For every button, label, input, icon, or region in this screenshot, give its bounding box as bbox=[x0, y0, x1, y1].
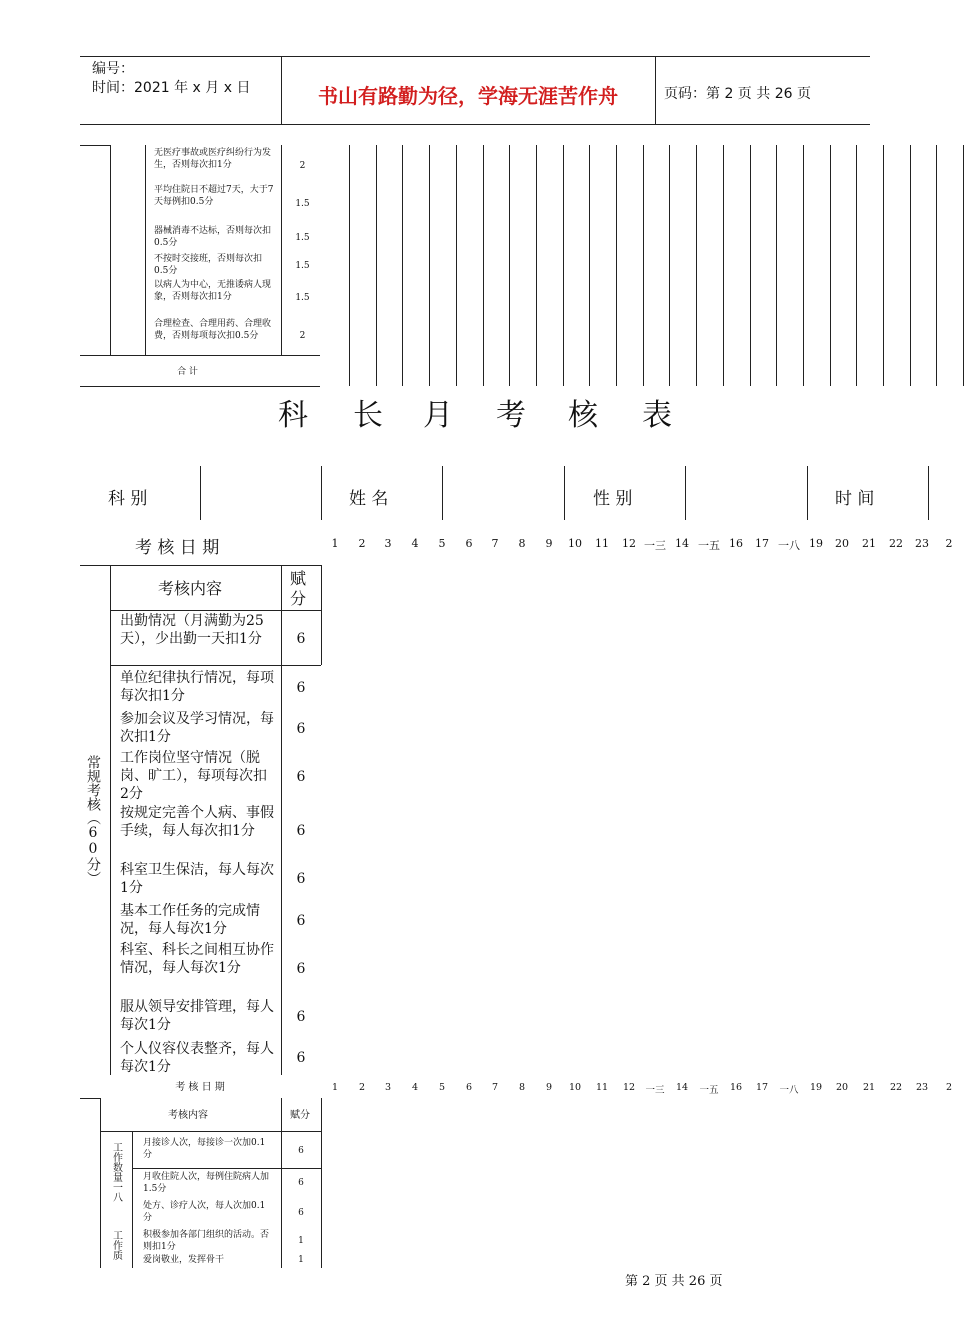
grid-column-line bbox=[803, 145, 804, 386]
date-number: 4 bbox=[411, 1082, 419, 1093]
date-number: 12 bbox=[622, 1082, 636, 1093]
date-number: 8 bbox=[518, 1082, 526, 1093]
bottom-header-score: 赋分 bbox=[290, 1110, 310, 1121]
date-number: 7 bbox=[491, 537, 499, 550]
date-number: 4 bbox=[411, 537, 419, 550]
date-number: 6 bbox=[465, 1082, 473, 1093]
date-number: 9 bbox=[545, 537, 553, 550]
grid-column-line bbox=[402, 145, 403, 386]
top-row-score: 2 bbox=[299, 331, 306, 341]
routine-row-content: 出勤情况（月满勤为25天），少出勤一天扣1分 bbox=[120, 613, 264, 647]
routine-row-score: 6 bbox=[296, 871, 306, 887]
bottom-group2-label: 工作质 bbox=[110, 1230, 122, 1260]
routine-row-content: 基本工作任务的完成情况，每人每次1分 bbox=[120, 903, 260, 937]
title-char: 核 bbox=[568, 398, 598, 433]
grid-column-line bbox=[589, 145, 590, 386]
bottom-row-score: 6 bbox=[298, 1146, 304, 1156]
date-number: 5 bbox=[438, 1082, 446, 1093]
top-row-content: 以病人为中心，无推诿病人现象，否则每次扣1分 bbox=[154, 280, 272, 302]
routine-row-score: 6 bbox=[296, 1050, 306, 1066]
dept-label: 科 别 bbox=[108, 489, 148, 509]
routine-row-content: 服从领导安排管理，每人每次1分 bbox=[120, 999, 274, 1033]
title-char: 长 bbox=[353, 398, 383, 433]
date-number: 16 bbox=[729, 1082, 743, 1093]
date-number: 1 bbox=[331, 1082, 339, 1093]
top-row-score: 2 bbox=[299, 161, 306, 171]
header-page-info: 页码：第 2 页 共 26 页 bbox=[664, 86, 811, 102]
grid-column-line bbox=[349, 145, 350, 386]
date-number: 一八 bbox=[778, 539, 800, 552]
routine-row-score: 6 bbox=[296, 631, 306, 647]
date-number: 一三 bbox=[645, 1085, 665, 1096]
main-title bbox=[270, 390, 690, 433]
date-number: 2 bbox=[358, 1082, 366, 1093]
grid-column-line bbox=[936, 145, 937, 386]
routine-header-score: 赋分 bbox=[290, 569, 307, 608]
grid-column-line bbox=[376, 145, 377, 386]
routine-row-score: 6 bbox=[296, 769, 306, 785]
date-number: 一八 bbox=[779, 1085, 799, 1096]
grid-column-line bbox=[883, 145, 884, 386]
routine-row-score: 6 bbox=[296, 913, 306, 929]
routine-row-score: 6 bbox=[296, 1009, 306, 1025]
document-time: 时间：2021 年 x 月 x 日 bbox=[92, 80, 251, 96]
top-row-score: 1.5 bbox=[295, 261, 310, 271]
grid-column-line bbox=[776, 145, 777, 386]
date-number: 一三 bbox=[644, 539, 666, 552]
routine-row-content: 单位纪律执行情况，每项每次扣1分 bbox=[120, 670, 274, 704]
grid-column-line bbox=[910, 145, 911, 386]
routine-row-score: 6 bbox=[296, 721, 306, 737]
date-number: 17 bbox=[755, 537, 769, 550]
date-number: 3 bbox=[384, 1082, 392, 1093]
date-number: 8 bbox=[518, 537, 526, 550]
grid-column-line bbox=[643, 145, 644, 386]
date-number: 10 bbox=[568, 537, 582, 550]
title-char: 科 bbox=[278, 398, 308, 433]
routine-row-content: 科室、科长之间相互协作情况，每人每次1分 bbox=[120, 942, 274, 976]
grid-column-line bbox=[750, 145, 751, 386]
grid-column-line bbox=[483, 145, 484, 386]
date-number: 12 bbox=[622, 537, 636, 550]
grid-column-line bbox=[856, 145, 857, 386]
date-number: 5 bbox=[438, 537, 446, 550]
date-number: 20 bbox=[835, 537, 849, 550]
name-label: 姓 名 bbox=[349, 489, 389, 509]
date-number: 23 bbox=[915, 1082, 929, 1093]
title-char: 表 bbox=[642, 398, 672, 433]
routine-row-content: 个人仪容仪表整齐，每人每次1分 bbox=[120, 1041, 274, 1075]
date-number: 19 bbox=[809, 537, 823, 550]
date-number: 22 bbox=[889, 537, 903, 550]
top-row-score: 1.5 bbox=[295, 293, 310, 303]
grid-column-line bbox=[429, 145, 430, 386]
routine-row-score: 6 bbox=[296, 961, 306, 977]
grid-column-line bbox=[669, 145, 670, 386]
time-label: 时 间 bbox=[835, 489, 875, 509]
gender-label: 性 别 bbox=[593, 489, 633, 509]
header-motto: 书山有路勤为径，学海无涯苦作舟 bbox=[318, 84, 618, 108]
date-number: 21 bbox=[862, 1082, 876, 1093]
routine-row-content: 工作岗位坚守情况（脱岗、旷工），每项每次扣2分 bbox=[120, 750, 267, 802]
date-number: 一五 bbox=[698, 539, 720, 552]
date-number: 7 bbox=[491, 1082, 499, 1093]
bottom-row-score: 1 bbox=[298, 1236, 304, 1246]
grid-column-line bbox=[616, 145, 617, 386]
assessment-date-label: 考 核 日 期 bbox=[135, 538, 220, 558]
title-char: 考 bbox=[496, 398, 526, 433]
top-row-content: 平均住院日不超过7天，大于7天每例扣0.5分 bbox=[154, 185, 274, 207]
grid-column-line bbox=[456, 145, 457, 386]
date-number: 19 bbox=[809, 1082, 823, 1093]
top-row-content: 器械消毒不达标，否则每次扣0.5分 bbox=[154, 226, 272, 248]
date-number: 2 bbox=[358, 537, 366, 550]
top-row-score: 1.5 bbox=[295, 199, 310, 209]
date-number: 20 bbox=[835, 1082, 849, 1093]
bottom-row-content: 月接诊人次，每接诊一次加0.1分 bbox=[143, 1138, 266, 1160]
routine-row-content: 按规定完善个人病、事假手续，每人每次扣1分 bbox=[120, 805, 274, 839]
top-row-content: 不按时交接班，否则每次扣0.5分 bbox=[154, 254, 263, 276]
bottom-group1-label: 工作数量一八 bbox=[110, 1142, 122, 1202]
bottom-row-content: 积极参加各部门组织的活动。否则扣1分 bbox=[143, 1230, 270, 1252]
routine-row-content: 参加会议及学习情况，每次扣1分 bbox=[120, 711, 274, 745]
grid-column-line bbox=[723, 145, 724, 386]
routine-header-content: 考核内容 bbox=[158, 579, 223, 598]
date-number: 2 bbox=[945, 537, 953, 550]
grid-column-line bbox=[509, 145, 510, 386]
top-total-label: 合 计 bbox=[177, 367, 198, 377]
date-number: 14 bbox=[675, 537, 689, 550]
bottom-header-content: 考核内容 bbox=[168, 1110, 208, 1121]
routine-row-content: 科室卫生保洁，每人每次1分 bbox=[120, 862, 274, 896]
date-number: 21 bbox=[862, 537, 876, 550]
routine-row-score: 6 bbox=[296, 680, 306, 696]
bottom-date-label: 考 核 日 期 bbox=[175, 1082, 225, 1093]
date-number: 1 bbox=[331, 537, 339, 550]
bottom-row-score: 1 bbox=[298, 1255, 304, 1265]
footer-page-info: 第 2 页 共 26 页 bbox=[625, 1274, 723, 1289]
top-row-score: 1.5 bbox=[295, 233, 310, 243]
date-number: 22 bbox=[889, 1082, 903, 1093]
date-number: 9 bbox=[545, 1082, 553, 1093]
title-char: 月 bbox=[423, 398, 453, 433]
bottom-row-score: 6 bbox=[298, 1178, 304, 1188]
grid-column-line bbox=[536, 145, 537, 386]
date-number: 2 bbox=[945, 1082, 953, 1093]
document-number-label: 编号： bbox=[92, 61, 134, 77]
date-number: 11 bbox=[595, 1082, 609, 1093]
grid-column-line bbox=[563, 145, 564, 386]
grid-column-line bbox=[696, 145, 697, 386]
top-row-content: 无医疗事故或医疗纠纷行为发生，否则每次扣1分 bbox=[154, 148, 272, 170]
date-number: 一五 bbox=[699, 1085, 719, 1096]
bottom-row-score: 6 bbox=[298, 1208, 304, 1218]
date-number: 17 bbox=[755, 1082, 769, 1093]
date-number: 16 bbox=[729, 537, 743, 550]
date-number: 3 bbox=[384, 537, 392, 550]
date-number: 10 bbox=[568, 1082, 582, 1093]
date-number: 6 bbox=[465, 537, 473, 550]
date-number: 11 bbox=[595, 537, 609, 550]
grid-column-line bbox=[830, 145, 831, 386]
date-number: 14 bbox=[675, 1082, 689, 1093]
bottom-row-content: 爱岗敬业，发挥骨干 bbox=[143, 1255, 225, 1265]
date-number: 23 bbox=[915, 537, 929, 550]
top-row-content: 合理检查、合理用药、合理收费，否则每项每次扣0.5分 bbox=[154, 319, 272, 341]
bottom-row-content: 月收住院人次，每例住院病人加1.5分 bbox=[143, 1172, 270, 1194]
routine-row-score: 6 bbox=[296, 823, 306, 839]
bottom-row-content: 处方、诊疗人次，每人次加0.1分 bbox=[143, 1201, 266, 1223]
routine-section-label: 常规考核（60分） bbox=[85, 755, 101, 885]
header-meta bbox=[92, 60, 250, 98]
